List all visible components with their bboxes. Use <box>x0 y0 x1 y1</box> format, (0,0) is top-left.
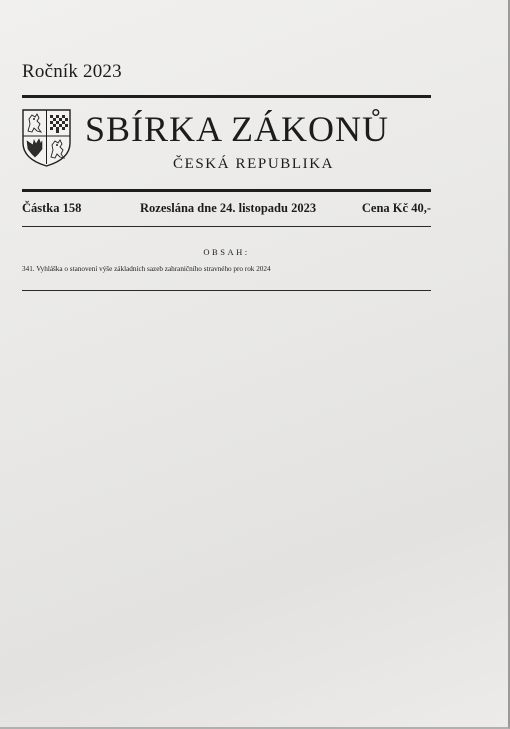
publication-title: SBÍRKA ZÁKONŮ <box>85 109 390 149</box>
publication-subtitle: ČESKÁ REPUBLIKA <box>173 156 335 172</box>
contents-item[interactable]: 341. Vyhláška o stanovení výše základních sazeb zahraničního stravného pro rok 2024 <box>22 265 271 273</box>
czech-coat-of-arms-icon <box>22 109 71 167</box>
masthead-rule <box>22 189 431 192</box>
info-rule <box>22 226 431 227</box>
contents-rule <box>22 290 431 291</box>
issue-number: Částka 158 <box>22 201 82 215</box>
volume-year: Ročník 2023 <box>22 61 122 82</box>
contents-heading: OBSAH: <box>203 247 250 257</box>
issue-price: Cena Kč 40,- <box>361 201 431 215</box>
issue-date: Rozeslána dne 24. listopadu 2023 <box>140 201 317 215</box>
top-rule <box>22 95 431 98</box>
